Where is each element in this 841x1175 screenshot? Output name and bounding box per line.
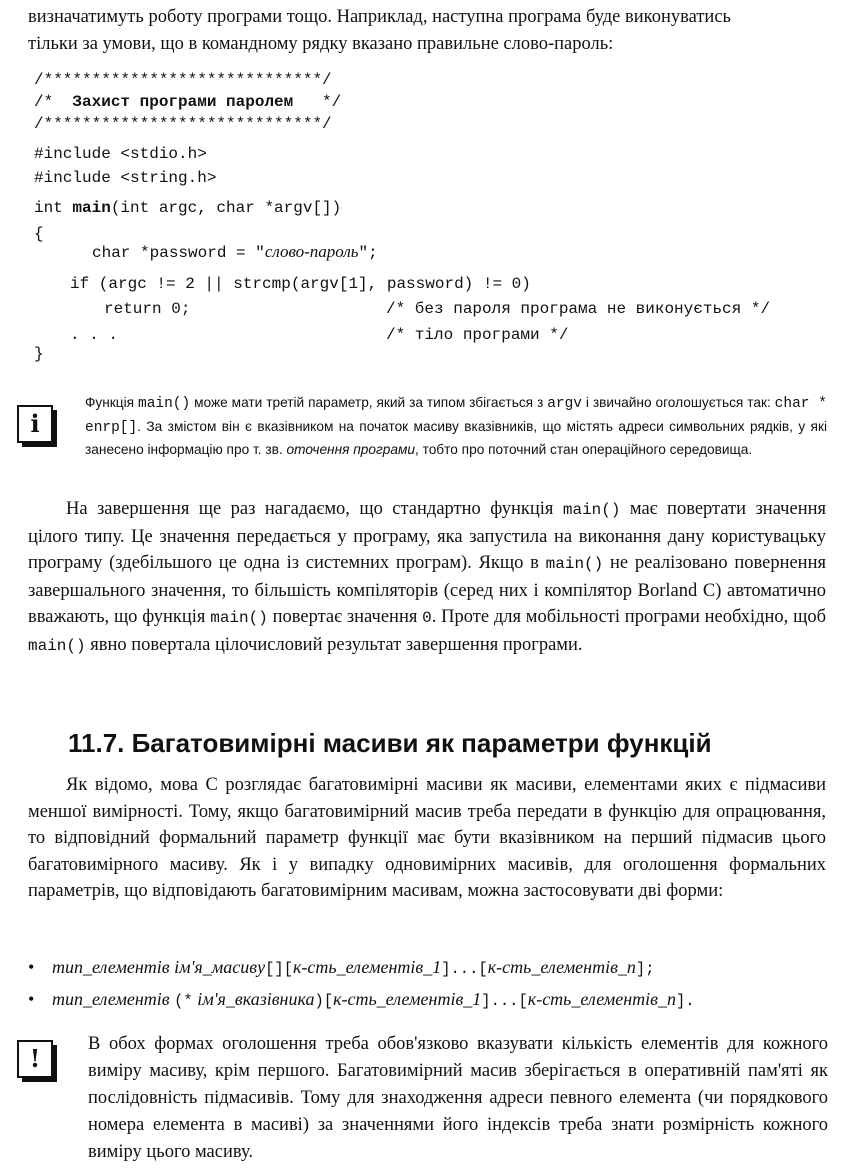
section-heading: 11.7. Багатовимірні масиви як параметри функцій bbox=[68, 728, 712, 758]
code-dots-comment: /* тіло програми */ bbox=[386, 326, 569, 344]
paragraph-main-return: На завершення ще раз нагадаємо, що стандартно функція main() має повертати значення цілого типу. Це значення передається у програму, яка запустила на виконання дану користувацьку програму (здебільшого це одна із системних програм). Якщо в main() не реалізовано повернення завершального значення, то більшість компіляторів (серед них і компілятор Borland C) автоматично вважають, що функція main() повертає значення 0. Проте для мобільності програми необхідно, щоб main() явно повертала цілочисловий результат завершення програми. bbox=[28, 499, 827, 655]
intro-line-2: тільки за умови, що в командному рядку вказано правильне слово-пароль: bbox=[28, 34, 614, 54]
code-dots: . . . bbox=[70, 326, 119, 344]
code-border-bottom: /*****************************/ bbox=[34, 115, 332, 133]
code-listing bbox=[34, 70, 824, 370]
exclamation-icon: ! bbox=[17, 1040, 53, 1078]
code-open-brace: { bbox=[34, 225, 44, 243]
code-return-line: return 0; bbox=[104, 300, 191, 318]
bullet-form-1: • тип_елементів ім'я_масиву[][к-сть_елементів_1]...[к-сть_елементів_n]; bbox=[28, 957, 655, 978]
note-info: Функція main() може мати третій параметр, який за типом збігається з argv і звичайно оголошується так: char * enrp[]. За змістом він є вказівником на початок масиву вказівників, що містять адреси символьних рядків, у які занесено інформацію про т. зв. оточення програми, тобто про поточний стан операційного середовища. bbox=[85, 395, 827, 457]
code-include-stdio: #include <stdio.h> bbox=[34, 145, 207, 163]
paragraph-multidim-arrays: Як відомо, мова C розглядає багатовимірні масиви як масиви, елементами яких є підмасиви меншої вимірності. Тому, якщо багатовимірний масив треба передати в функцію для опрацювання, то відповідний формальний параметр функції має бути вказівником на перший підмасив цього багатовимірного масиву. Як і у випадку одновимірних масивів, для оголошення формальних параметрів, що відповідають багатовимірним масивам, можна застосовувати дві форми: bbox=[28, 775, 826, 902]
code-password-decl: char *password = "слово-пароль"; bbox=[92, 242, 378, 262]
note-warning: В обох формах оголошення треба обов'язково вказувати кількість елементів для кожного виміру масиву, крім першого. Багатовимірний масив зберігається в оперативній пам'яті як послідовність підмасивів. Тому для знаходження адреси певного елемента (чи порядкового номера елемента в масиві) за значеннями його індексів треба знати розмірність кожного виміру цього масиву. bbox=[88, 1034, 828, 1162]
info-icon: i bbox=[17, 405, 53, 443]
code-border-top: /*****************************/ bbox=[34, 71, 332, 89]
code-main-signature: int main(int argc, char *argv[]) bbox=[34, 199, 342, 217]
code-include-string: #include <string.h> bbox=[34, 169, 217, 187]
bullet-form-2: • тип_елементів (* ім'я_вказівника)[к-сть_елементів_1]...[к-сть_елементів_n]. bbox=[28, 989, 695, 1010]
code-comment-title: /* Захист програми паролем */ bbox=[34, 93, 342, 111]
code-return-comment: /* без пароля програма не виконується */ bbox=[386, 300, 771, 318]
code-if-line: if (argc != 2 || strcmp(argv[1], password) != 0) bbox=[70, 275, 531, 293]
intro-line-1: визначатимуть роботу програми тощо. Наприклад, наступна програма буде виконуватись bbox=[28, 7, 731, 27]
code-close-brace: } bbox=[34, 345, 44, 363]
